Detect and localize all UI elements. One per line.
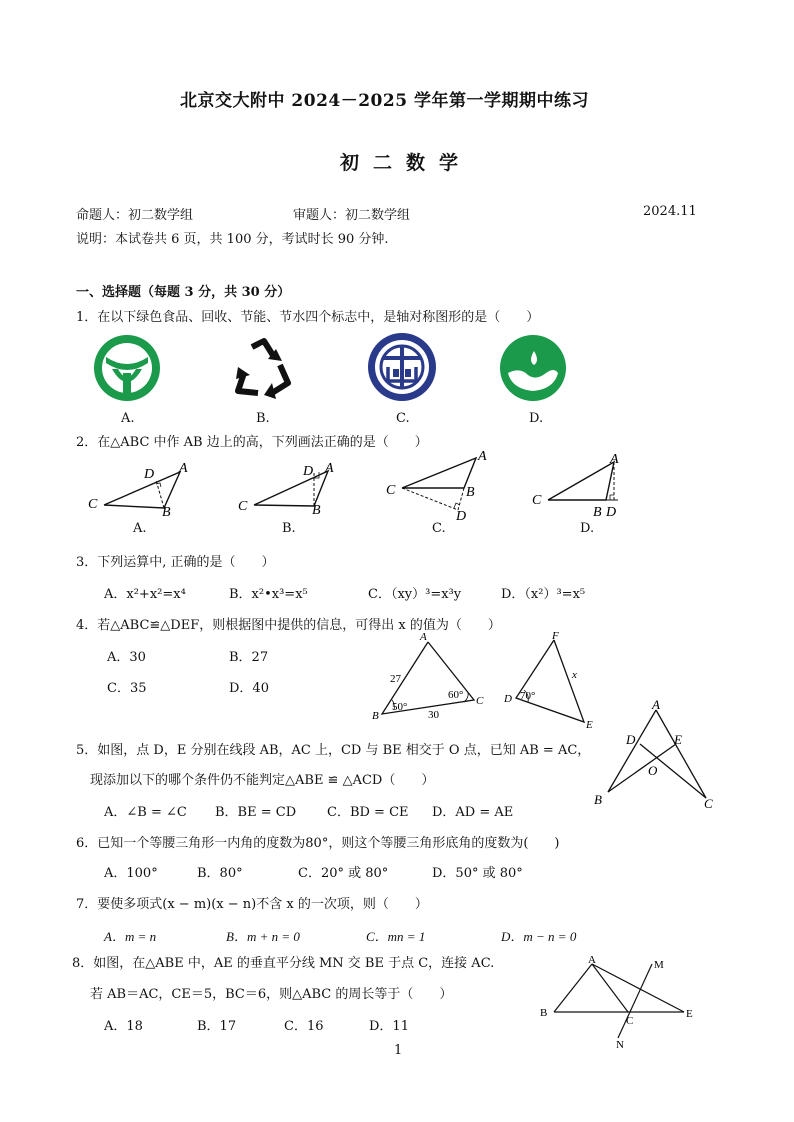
- q1-label-b: B.: [256, 411, 270, 426]
- q8-option-b: B．17: [197, 1019, 237, 1034]
- exam-date: 2024.11: [643, 204, 697, 219]
- q2c-point-a: A: [478, 449, 487, 464]
- q3-option-b: B．x²•x³=x⁵: [229, 587, 308, 602]
- author-line: 命题人：初二数学组: [76, 208, 194, 223]
- q8-figure: [536, 954, 704, 1050]
- water-saving-logo-icon: [498, 333, 568, 403]
- page-number: 1: [394, 1043, 403, 1058]
- q4-side-30: 30: [428, 709, 439, 721]
- green-food-logo-icon: [92, 333, 162, 403]
- q2a-point-c: C: [88, 497, 98, 512]
- q5-figure: [590, 698, 720, 816]
- q7-option-c: C．mn = 1: [366, 929, 426, 944]
- q5-point-a: A: [652, 698, 660, 712]
- q5-option-a: A．∠B = ∠C: [104, 805, 187, 820]
- q2b-point-d: D: [303, 464, 314, 479]
- q4-point-e: E: [586, 719, 593, 731]
- q2-figure-d: [530, 452, 640, 522]
- q7-stem: 7．要使多项式(x − m)(x − n)不含 x 的一次项，则（ ）: [76, 897, 428, 912]
- q5-option-d: D．AD = AE: [432, 805, 514, 820]
- recycle-logo-icon: [228, 335, 296, 401]
- q3-option-a: A．x²+x²=x⁴: [104, 587, 186, 602]
- q1-label-a: A.: [121, 411, 135, 426]
- q4-option-c: C．35: [107, 681, 147, 696]
- q5-stem-line2: 现添加以下的哪个条件仍不能判定△ABE ≌ △ACD（ ）: [90, 773, 435, 788]
- q8-stem-line2: 若 AB＝AC，CE＝5，BC＝6，则△ABC 的周长等于（ ）: [90, 987, 453, 1002]
- q1-label-d: D.: [529, 411, 544, 426]
- q5-option-c: C．BD = CE: [327, 805, 409, 820]
- q5-option-b: B．BE = CD: [215, 805, 297, 820]
- q2d-point-b: B: [593, 505, 602, 520]
- q2-label-d: D.: [580, 521, 595, 536]
- q4-figure: [368, 628, 608, 732]
- q4-option-a: A．30: [107, 650, 146, 665]
- q1-label-c: C.: [396, 411, 410, 426]
- q2a-point-a: A: [179, 461, 188, 476]
- q8-stem-line1: 8．如图，在△ABE 中，AE 的垂直平分线 MN 交 BE 于点 C，连接 AC.: [72, 956, 495, 971]
- q6-option-d: D．50° 或 80°: [432, 866, 523, 881]
- q1-stem: 1．在以下绿色食品、回收、节能、节水四个标志中，是轴对称图形的是（ ）: [76, 310, 540, 325]
- q4-angle-50: 50°: [392, 701, 408, 713]
- q8-option-a: A．18: [104, 1019, 143, 1034]
- q2d-point-d: D: [606, 505, 617, 520]
- q4-option-b: B．27: [229, 650, 269, 665]
- q4-angle-70: 70°: [520, 690, 536, 702]
- subject-title: 初二数学: [340, 152, 473, 174]
- q2b-point-b: B: [312, 503, 321, 518]
- q8-point-m: M: [654, 959, 664, 971]
- q2d-point-c: C: [532, 493, 542, 508]
- q2c-point-d: D: [456, 509, 467, 524]
- q8-point-n: N: [616, 1039, 624, 1050]
- q5-point-e: E: [674, 732, 682, 747]
- q5-point-o: O: [648, 763, 658, 778]
- q4-side-x: x: [572, 669, 577, 681]
- q4-side-27: 27: [390, 673, 401, 685]
- q2-label-b: B.: [282, 521, 296, 536]
- q2d-point-a: A: [610, 452, 619, 467]
- q4-point-f: F: [552, 630, 559, 642]
- q6-stem: 6．已知一个等腰三角形一内角的度数为80°，则这个等腰三角形底角的度数为( ): [76, 836, 560, 851]
- q3-stem: 3．下列运算中, 正确的是（ ）: [76, 555, 275, 570]
- q2-figure-a: [86, 458, 196, 518]
- q2-figure-c: [380, 448, 500, 524]
- q2a-point-b: B: [162, 505, 171, 518]
- q4-option-d: D．40: [229, 681, 269, 696]
- q4-point-c: C: [476, 695, 484, 707]
- exam-note: 说明：本试卷共 6 页，共 100 分，考试时长 90 分钟.: [76, 232, 389, 247]
- q4-stem: 4．若△ABC≌△DEF，则根据图中提供的信息，可得出 x 的值为（ ）: [76, 618, 501, 633]
- q5-stem-line1: 5．如图，点 D，E 分别在线段 AB，AC 上，CD 与 BE 相交于 O 点，已知 AB = AC，: [76, 743, 591, 758]
- q2b-point-c: C: [238, 499, 248, 514]
- q3-option-d: D．（x²）³=x⁵: [501, 587, 586, 602]
- reviewer-line: 审题人：初二数学组: [293, 208, 411, 223]
- q5-point-d: D: [626, 732, 636, 747]
- q4-point-b: B: [372, 710, 379, 722]
- q7-option-d: D．m − n = 0: [501, 929, 577, 944]
- q2c-point-c: C: [386, 483, 396, 498]
- q8-point-c: C: [626, 1015, 634, 1027]
- q4-point-d: D: [504, 693, 512, 705]
- q8-point-b: B: [540, 1007, 548, 1019]
- q5-point-c: C: [704, 796, 713, 811]
- section-heading: 一、选择题（每题 3 分，共 30 分）: [76, 285, 291, 300]
- q2-label-c: C.: [432, 521, 446, 536]
- q2-figure-b: [236, 458, 346, 518]
- q2b-point-a: A: [325, 461, 334, 476]
- q7-option-a: A．m = n: [104, 929, 157, 944]
- q2a-point-d: D: [144, 467, 155, 482]
- q8-point-a: A: [588, 954, 596, 966]
- q8-option-c: C．16: [284, 1019, 324, 1034]
- q2-stem: 2．在△ABC 中作 AB 边上的高，下列画法正确的是（ ）: [76, 435, 428, 450]
- energy-saving-logo-icon: [366, 331, 438, 403]
- q8-point-e: E: [686, 1008, 693, 1020]
- q8-option-d: D．11: [369, 1019, 409, 1034]
- q6-option-b: B．80°: [197, 866, 243, 881]
- q5-point-b: B: [594, 792, 602, 807]
- q4-angle-60: 60°: [448, 689, 464, 701]
- q4-point-a: A: [420, 631, 427, 643]
- q2-label-a: A.: [133, 521, 147, 536]
- exam-title: 北京交大附中 2024－2025 学年第一学期期中练习: [180, 91, 589, 111]
- q3-option-c: C．（xy）³=x³y: [368, 587, 462, 602]
- q7-option-b: B．m + n = 0: [226, 929, 300, 944]
- q2c-point-b: B: [466, 485, 475, 500]
- q6-option-a: A．100°: [104, 866, 158, 881]
- q6-option-c: C．20° 或 80°: [298, 866, 389, 881]
